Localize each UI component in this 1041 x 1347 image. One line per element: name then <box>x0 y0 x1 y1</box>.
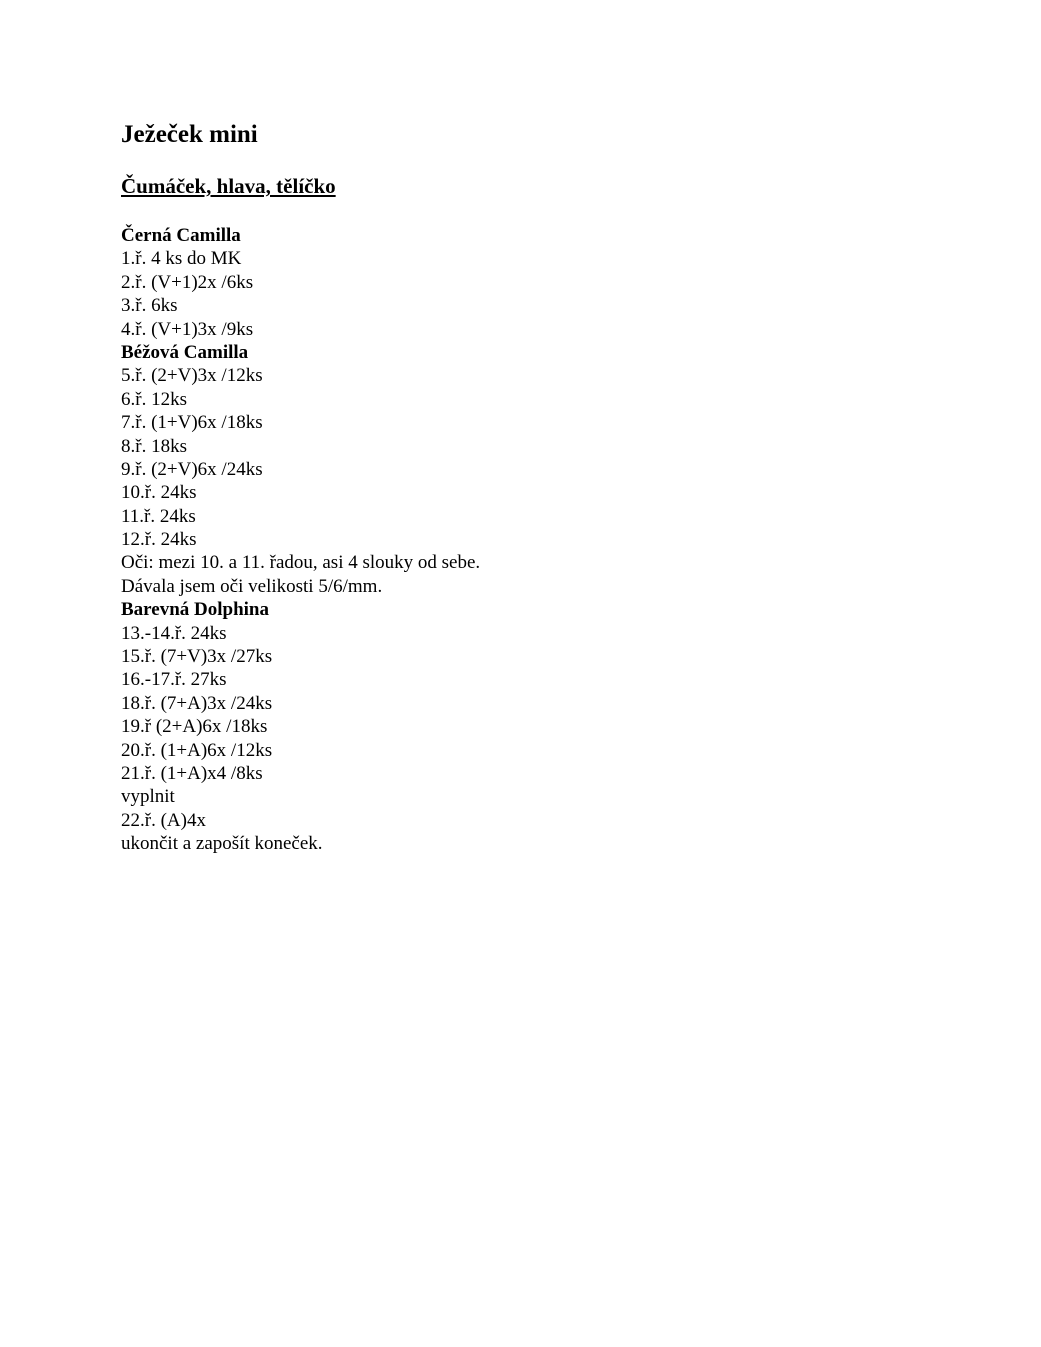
instruction-line: 18.ř. (7+A)3x /24ks <box>121 692 273 714</box>
instruction-line: 8.ř. 18ks <box>121 435 187 457</box>
instruction-line: 6.ř. 12ks <box>121 388 187 410</box>
yarn-color-heading: Barevná Dolphina <box>121 599 269 621</box>
yarn-color-heading: Béžová Camilla <box>121 341 249 363</box>
instruction-list <box>121 224 981 856</box>
instruction-line: 21.ř. (1+A)x4 /8ks <box>121 762 263 784</box>
document-page <box>121 118 981 856</box>
instruction-line: 15.ř. (7+V)3x /27ks <box>121 646 273 668</box>
instruction-line: 12.ř. 24ks <box>121 529 197 551</box>
instruction-line: Oči: mezi 10. a 11. řadou, asi 4 slouky od sebe. <box>121 552 481 574</box>
yarn-color-heading: Černá Camilla <box>121 225 241 246</box>
document-title: Ježeček mini <box>121 121 258 148</box>
instruction-line: 10.ř. 24ks <box>121 482 197 504</box>
instruction-line: 7.ř. (1+V)6x /18ks <box>121 412 263 434</box>
instruction-line: vyplnit <box>121 786 175 808</box>
instruction-line: Dávala jsem oči velikosti 5/6/mm. <box>121 575 383 597</box>
instruction-line: 19.ř (2+A)6x /18ks <box>121 716 268 738</box>
instruction-line: 9.ř. (2+V)6x /24ks <box>121 458 263 480</box>
instruction-line: 3.ř. 6ks <box>121 295 178 317</box>
section-heading: Čumáček, hlava, tělíčko <box>121 174 336 198</box>
instruction-line: 20.ř. (1+A)6x /12ks <box>121 739 273 761</box>
instruction-line: 1.ř. 4 ks do MK <box>121 248 242 270</box>
instruction-line: 22.ř. (A)4x <box>121 809 206 831</box>
instruction-line: 16.-17.ř. 27ks <box>121 669 227 691</box>
instruction-line: 4.ř. (V+1)3x /9ks <box>121 318 254 340</box>
instruction-line: 11.ř. 24ks <box>121 505 196 527</box>
instruction-line: 5.ř. (2+V)3x /12ks <box>121 365 263 387</box>
instruction-line: ukončit a zapošít koneček. <box>121 833 323 855</box>
instruction-line: 2.ř. (V+1)2x /6ks <box>121 271 254 293</box>
instruction-line: 13.-14.ř. 24ks <box>121 622 227 644</box>
